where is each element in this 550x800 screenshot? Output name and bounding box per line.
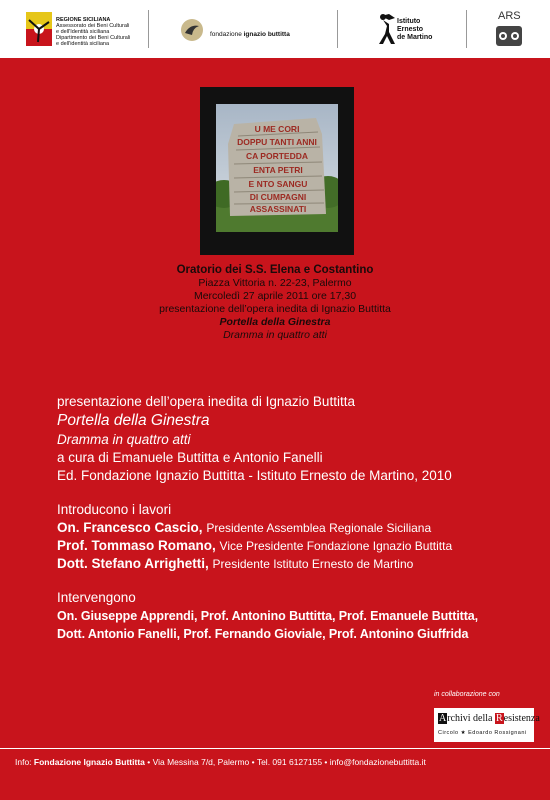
istituto-line: Istituto bbox=[397, 18, 421, 25]
venue-name: Oratorio dei S.S. Elena e Costantino bbox=[176, 264, 374, 276]
archivi-word: rchivi della bbox=[447, 713, 495, 724]
regione-line: Assessorato dei Beni Culturali bbox=[56, 23, 130, 29]
venue-subtitle: Dramma in quattro atti bbox=[223, 329, 327, 341]
footer-info-label: Info: bbox=[15, 757, 32, 767]
istituto-line: de Martino bbox=[397, 34, 433, 41]
introducer-name: Prof. Tommaso Romano, bbox=[57, 538, 216, 553]
istituto-line: Ernesto bbox=[397, 26, 424, 33]
speakers-heading: Intervengono bbox=[57, 590, 136, 605]
regione-line: e dell'identità siciliana bbox=[56, 41, 110, 47]
introducer-row bbox=[57, 537, 537, 555]
speakers-line: Dott. Antonio Fanelli, Prof. Fernando Gioviale, Prof. Antonino Giuffrida bbox=[57, 627, 469, 641]
trinacria-icon bbox=[26, 12, 52, 46]
fondazione-prefix: fondazione bbox=[210, 31, 242, 38]
footer-contacts: • Via Messina 7/d, Palermo • Tel. 091 6127155 • info@fondazionebuttitta.it bbox=[144, 757, 426, 767]
fondazione-name: ignazio buttitta bbox=[243, 31, 290, 38]
logo-divider bbox=[148, 10, 149, 48]
logo-divider bbox=[337, 10, 338, 48]
archivi-resistenza-logo bbox=[434, 708, 540, 742]
introducer-name: On. Francesco Cascio, bbox=[57, 520, 203, 535]
event-date: Mercoledì 27 aprile 2011 ore 17,30 bbox=[193, 290, 357, 302]
introducer-role: Presidente Assemblea Regionale Siciliana bbox=[206, 521, 432, 535]
bird-icon bbox=[180, 18, 204, 42]
fondazione-logo bbox=[180, 8, 310, 50]
archivi-letter: A bbox=[439, 713, 447, 724]
regione-line: e dell'Identità siciliana bbox=[56, 29, 110, 35]
footer-org: Fondazione Ignazio Buttitta bbox=[33, 757, 145, 767]
venue-address: Piazza Vittoria n. 22-23, Palermo bbox=[198, 277, 352, 289]
archivi-word: esistenza bbox=[503, 713, 540, 724]
inscription-line: E NTO SANGU bbox=[248, 179, 308, 189]
regione-line: REGIONE SICILIANA bbox=[56, 17, 111, 23]
ars-logo bbox=[494, 8, 534, 50]
regione-line: Dipartimento dei Beni Culturali bbox=[56, 35, 131, 41]
introducer-role: Vice Presidente Fondazione Ignazio Buttitta bbox=[219, 539, 453, 553]
inscription-line: ASSASSINATI bbox=[249, 204, 307, 214]
main-content bbox=[57, 393, 537, 643]
inscription-line: DOPPU TANTI ANNI bbox=[237, 137, 317, 147]
ars-emblem-icon bbox=[496, 26, 522, 46]
logo-divider bbox=[466, 10, 467, 48]
intro-heading: Introducono i lavori bbox=[57, 502, 172, 517]
regione-siciliana-logo bbox=[26, 8, 136, 50]
archivi-sub: Circolo ★ Edoardo Rossignani bbox=[438, 730, 527, 736]
introducer-row bbox=[57, 519, 537, 537]
venue-title: Portella della Ginestra bbox=[219, 316, 331, 328]
introducer-name: Dott. Stefano Arrighetti, bbox=[57, 556, 209, 571]
opera-title: Portella della Ginestra bbox=[57, 412, 210, 429]
archivi-letter: R bbox=[496, 713, 503, 724]
memorial-stone-image bbox=[216, 104, 338, 232]
istituto-logo bbox=[375, 8, 445, 50]
stone-photo bbox=[216, 104, 338, 232]
footer-divider bbox=[0, 748, 550, 749]
curators-line: a cura di Emanuele Buttitta e Antonio Fanelli bbox=[57, 450, 323, 465]
introducer-row bbox=[57, 555, 537, 573]
footer-info bbox=[15, 757, 426, 767]
inscription-line: CA PORTEDDA bbox=[245, 151, 309, 161]
ars-text: ARS bbox=[498, 10, 521, 22]
venue-presentation: presentazione dell’opera inedita di Ignazio Buttitta bbox=[159, 303, 391, 315]
presentation-line: presentazione dell’opera inedita di Ignazio Buttitta bbox=[57, 394, 355, 409]
inscription-line: DI CUMPAGNI bbox=[249, 192, 307, 202]
venue-info bbox=[0, 264, 550, 342]
collab-label: in collaborazione con bbox=[434, 691, 500, 698]
publisher-line: Ed. Fondazione Ignazio Buttitta - Istituto Ernesto de Martino, 2010 bbox=[57, 468, 452, 483]
opera-subtitle: Dramma in quattro atti bbox=[57, 432, 191, 447]
trumpeter-icon bbox=[375, 12, 397, 46]
inscription-line: ENTA PETRI bbox=[253, 165, 303, 175]
logo-bar bbox=[0, 0, 550, 58]
introducer-role: Presidente Istituto Ernesto de Martino bbox=[212, 557, 414, 571]
speakers-line: On. Giuseppe Apprendi, Prof. Antonino Buttitta, Prof. Emanuele Buttitta, bbox=[57, 609, 479, 623]
inscription-line: U ME CORI bbox=[254, 124, 300, 134]
